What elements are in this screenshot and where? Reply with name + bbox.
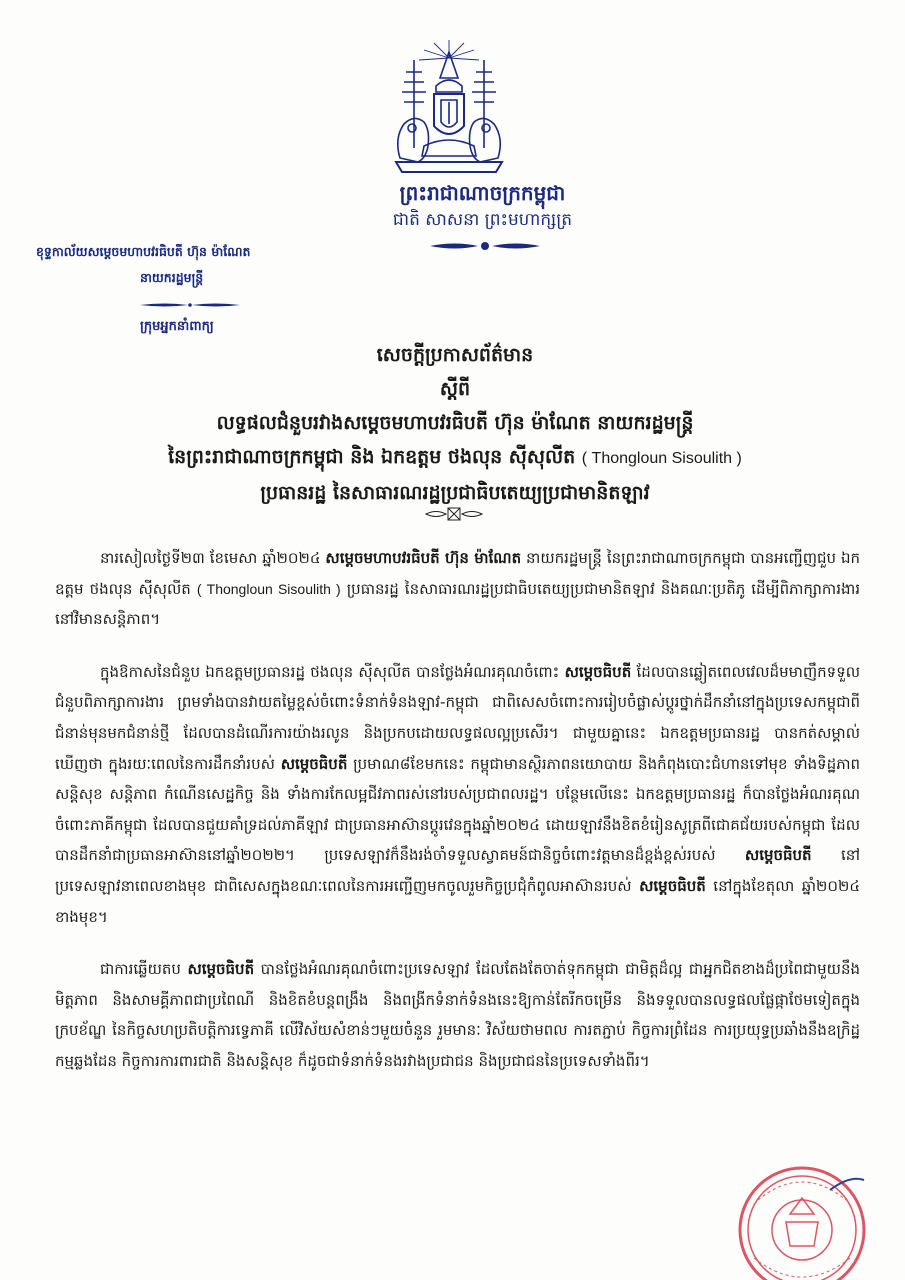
p2-text-g: នៅប្រទេសឡាវនាពេលខាងមុខ ជាពិសេសក្នុងខណៈពេលនៃការអញ្ជើញមកចូលរួមកិច្ចប្រជុំកំពូលអាស៊ានរបស់ (55, 846, 860, 895)
document-title (60, 338, 850, 510)
national-motto: ជាតិ សាសនា ព្រះមហាក្សត្រ (392, 210, 573, 230)
ornament-line-icon (140, 300, 240, 310)
office-subtitle: នាយករដ្ឋមន្ត្រី (140, 270, 204, 285)
p1-text-e: ប្រធានរដ្ឋ នៃសាធារណរដ្ឋប្រជាធិបតេយ្យប្រជាមានិតឡាវ និងគណៈប្រតិភូ ដើម្បីពិភាក្សាការងារនៅវិមានសន្តិភាព។ (55, 579, 860, 629)
p1-text-c: នាយករដ្ឋមន្ត្រី នៃព្រះរាជាណាចក្រកម្ពុជា បានអញ្ជើញជួប ឯកឧត្តម ថងលុន ស៊ីសុលីត (55, 549, 861, 598)
official-seal-stamp-icon (730, 1150, 870, 1280)
p2-text-e: ប្រមាណ៨ខែមកនេះ កម្ពុជាមានស្ថិរភាពនយោបាយ និងកំពុងបោះជំហានទៅមុខ ទាំងទិដ្ឋភាពសន្តិសុខ សន្តិភាព កំណើនសេដ្ឋកិច្ច និង ទាំងការកែលម្អជីវភាពរស់នៅរបស់ប្រជាពលរដ្ឋ។ បន្ថែមលើនេះ ឯកឧត្តមប្រធានរដ្ឋ ក៏បានថ្លែងអំណរគុណចំពោះភាគីកម្ពុជា ដែលបានជួយគាំទ្រដល់ភាគីឡាវ ជាប្រធានអាស៊ានប្តូរវេនក្នុងឆ្នាំ២០២៤ ដោយឡាវនឹងខិតខំរៀនសូត្រពីជោគជ័យរបស់កម្ពុជា ដែលបានដឹកនាំជាប្រធានអាស៊ាននៅឆ្នាំ២០២២។ ប្រទេសឡាវក៏នឹងរង់ចាំទទួលស្វាគមន៍ជានិច្ចចំពោះវត្តមានដ៏ខ្ពង់ខ្ពស់របស់ (55, 754, 860, 865)
p3-text-c: បានថ្លែងអំណរគុណចំពោះប្រទេសឡាវ ដែលតែងតែចាត់ទុកកម្ពុជា ជាមិត្តដ៏ល្អ ជាអ្នកជិតខាងដ៏ប្រពៃជាមួយនឹងមិត្តភាព និងសាមគ្គីភាពជាប្រពៃណី និងខិតខំបន្តពង្រឹង និងពង្រីកទំនាក់ទំនងនេះឱ្យកាន់តែរីកចម្រើន និងទទួលបានលទ្ធផលផ្លែផ្កាថែមទៀតក្នុងក្របខ័ណ្ឌ នៃកិច្ចសហប្រតិបត្តិការទ្វេភាគី លើវិស័យសំខាន់ៗមួយចំនួន រួមមានៈ វិស័យថាមពល ការតភ្ជាប់ កិច្ចការព្រំដែន ការប្រយុទ្ធប្រឆាំងនឹងឧក្រិដ្ឋកម្មឆ្លងដែន កិច្ចការការពារជាតិ និងសន្តិសុខ ក៏ដូចជាទំនាក់ទំនងរវាងប្រជាជន និងប្រជាជននៃប្រទេសទាំងពីរ។ (55, 960, 861, 1070)
p2-text-a: ក្នុងឱកាសនៃជំនួប ឯកឧត្តមប្រធានរដ្ឋ ថងលុន ស៊ីសុលីត បានថ្លែងអំណរគុណចំពោះ (100, 662, 565, 681)
title-line-3: លទ្ធផលជំនួបរវាងសម្តេចមហាបវរធិបតី ហ៊ុន ម៉ាណែត នាយករដ្ឋមន្ត្រី (216, 412, 694, 434)
p1-bold-name: សម្តេចមហាបវរធិបតី ហ៊ុន ម៉ាណែត (325, 549, 522, 567)
title-line-5: ប្រធានរដ្ឋ នៃសាធារណរដ្ឋប្រជាធិបតេយ្យប្រជាមានិតឡាវ (260, 482, 650, 504)
title-line-2: ស្តីពី (439, 378, 471, 400)
p2-text-c: ដែលបានឆ្លៀតពេលវេលដ៏មមាញឹកទទួលជំនួបពិភាក្សាការងារ ព្រមទាំងបានវាយតម្លៃខ្ពស់ចំពោះទំនាក់ទំនងឡាវ-កម្ពុជា ជាពិសេសចំពោះការរៀបចំផ្លាស់ប្តូរថ្នាក់ដឹកនាំនៅក្នុងប្រទេសកម្ពុជាពីជំនាន់មុនមកជំនាន់ថ្មី ដែលបានដំណើរការយ៉ាងរលូន និងប្រកបដោយលទ្ធផលល្អប្រសើរ។ ជាមួយគ្នានេះ ឯកឧត្តមប្រធានរដ្ឋ បានកត់សម្គាល់ឃើញថា ក្នុងរយៈពេលនៃការដឹកនាំរបស់ (55, 662, 860, 773)
p2-bold-3: សម្តេចធិបតី (744, 846, 812, 865)
ornament-divider-icon (430, 240, 540, 252)
p3-text-a: ជាការឆ្លើយតប (100, 960, 188, 979)
p3-bold-1: សម្តេចធិបតី (187, 960, 255, 979)
p2-bold-4: សម្តេចធិបតី (639, 876, 706, 895)
paragraph-1 (55, 543, 860, 635)
office-name: ខុទ្ទកាល័យសម្តេចមហាបវរធិបតី ហ៊ុន ម៉ាណែត (36, 244, 251, 259)
title-ornament-icon (424, 506, 484, 522)
p2-text-i: នៅក្នុងខែតុលា ឆ្នាំ២០២៤ ខាងមុខ។ (55, 876, 861, 926)
title-latin-name: ( Thongloun Sisoulith ) (581, 450, 742, 467)
p2-bold-1: សម្តេចធិបតី (564, 662, 632, 681)
kingdom-name: ព្រះរាជាណាចក្រកម្ពុជា (399, 181, 566, 205)
spokespersons-unit: ក្រុមអ្នកនាំពាក្យ (140, 319, 214, 334)
p1-latin-name: ( Thongloun Sisoulith ) (196, 580, 341, 597)
p1-text-a: នារសៀលថ្ងៃទី២៣ ខែមេសា ឆ្នាំ២០២៤ (100, 549, 326, 567)
paragraph-2 (55, 657, 860, 932)
p2-bold-2: សម្តេចធិបតី (280, 754, 348, 773)
title-line-1: សេចក្តីប្រកាសព័ត៌មាន (376, 344, 534, 366)
paragraph-3 (55, 954, 860, 1076)
title-line-4 (60, 440, 850, 476)
royal-arms-of-cambodia-icon (384, 38, 514, 176)
title-line-4-text: នៃព្រះរាជាណាចក្រកម្ពុជា និង ឯកឧត្តម ថងលុន ស៊ីសុលីត (168, 446, 576, 468)
press-release-body (55, 543, 860, 1099)
